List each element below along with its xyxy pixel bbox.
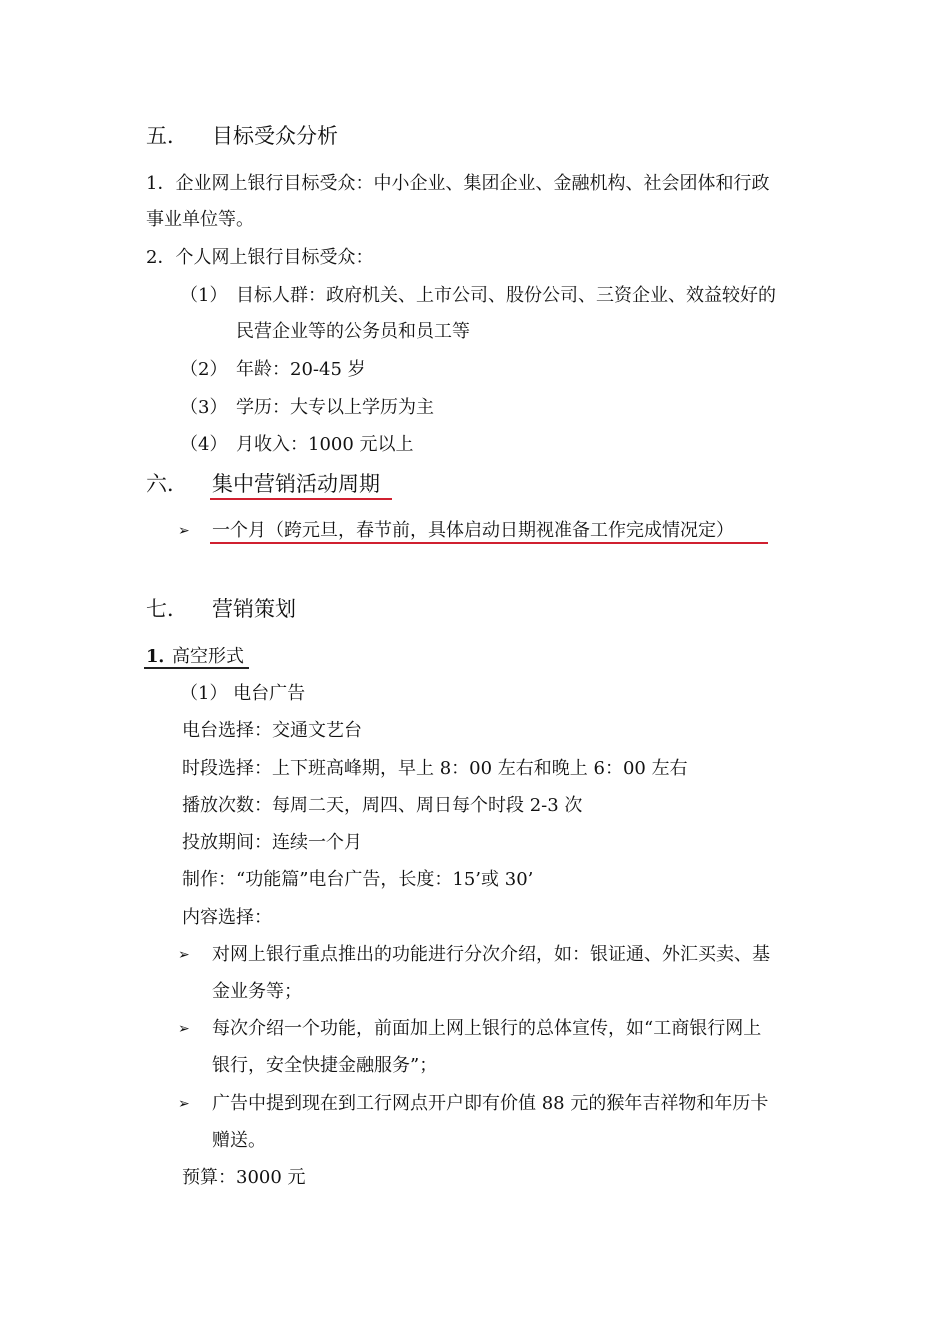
section-6-item-underline bbox=[210, 542, 768, 544]
budget-line: 预算：3000 元 bbox=[182, 1167, 306, 1188]
sub-2-num: （2） bbox=[180, 359, 228, 380]
bullet-1-line-2: 金业务等； bbox=[212, 981, 302, 1002]
station-line: 电台选择：交通文艺台 bbox=[182, 720, 362, 741]
section-7-title: 营销策划 bbox=[212, 597, 296, 621]
section-5-number: 五． bbox=[146, 124, 188, 148]
sub-heading-number: 1． bbox=[146, 646, 177, 667]
item-2: 2．个人网上银行目标受众： bbox=[146, 247, 374, 268]
period-line: 投放期间：连续一个月 bbox=[182, 832, 362, 853]
section-6-bullet-icon: ➢ bbox=[178, 523, 190, 539]
section-6-item: 一个月（跨元旦，春节前，具体启动日期视准备工作完成情况定） bbox=[212, 520, 734, 541]
bullet-2-line-1: 每次介绍一个功能，前面加上网上银行的总体宣传，如“工商银行网上 bbox=[212, 1018, 762, 1039]
bullet-3-icon: ➢ bbox=[178, 1096, 190, 1112]
sub-heading-title: 高空形式 bbox=[172, 646, 244, 667]
sub-1-num: （1） bbox=[180, 285, 228, 306]
sub-heading-underline bbox=[144, 667, 249, 669]
item-1-line-1: 1．企业网上银行目标受众：中小企业、集团企业、金融机构、社会团体和行政 bbox=[146, 173, 770, 194]
sub-3-num: （3） bbox=[180, 397, 228, 418]
content-line: 内容选择： bbox=[182, 907, 272, 928]
production-line: 制作：“功能篇”电台广告，长度：15’或 30’ bbox=[182, 869, 534, 890]
timeslot-line: 时段选择：上下班高峰期，早上 8：00 左右和晚上 6：00 左右 bbox=[182, 758, 688, 779]
bullet-1-line-1: 对网上银行重点推出的功能进行分次介绍，如：银证通、外汇买卖、基 bbox=[212, 944, 770, 965]
sub-3-text: 学历：大专以上学历为主 bbox=[236, 397, 434, 418]
sub-1-cont: 民营企业等的公务员和员工等 bbox=[236, 321, 470, 342]
bullet-3-line-1: 广告中提到现在到工行网点开户即有价值 88 元的猴年吉祥物和年历卡 bbox=[212, 1093, 769, 1114]
bullet-1-icon: ➢ bbox=[178, 947, 190, 963]
bullet-2-icon: ➢ bbox=[178, 1021, 190, 1037]
section-6-number: 六． bbox=[146, 472, 188, 496]
frequency-line: 播放次数：每周二天，周四、周日每个时段 2-3 次 bbox=[182, 795, 583, 816]
section-6-title-underline bbox=[210, 498, 392, 500]
section-6-title: 集中营销活动周期 bbox=[212, 472, 380, 496]
sub-2-text: 年龄：20-45 岁 bbox=[236, 359, 366, 380]
section-5-title: 目标受众分析 bbox=[212, 124, 338, 148]
sub-4-num: （4） bbox=[180, 434, 228, 455]
item-1-line-2: 事业单位等。 bbox=[146, 209, 254, 230]
radio-ad-label: （1） 电台广告 bbox=[180, 683, 306, 704]
sub-4-text: 月收入：1000 元以上 bbox=[236, 434, 414, 455]
sub-1-text: 目标人群：政府机关、上市公司、股份公司、三资企业、效益较好的 bbox=[236, 285, 776, 306]
bullet-3-line-2: 赠送。 bbox=[212, 1130, 266, 1151]
bullet-2-line-2: 银行，安全快捷金融服务”； bbox=[212, 1055, 438, 1076]
section-7-number: 七． bbox=[146, 597, 188, 621]
